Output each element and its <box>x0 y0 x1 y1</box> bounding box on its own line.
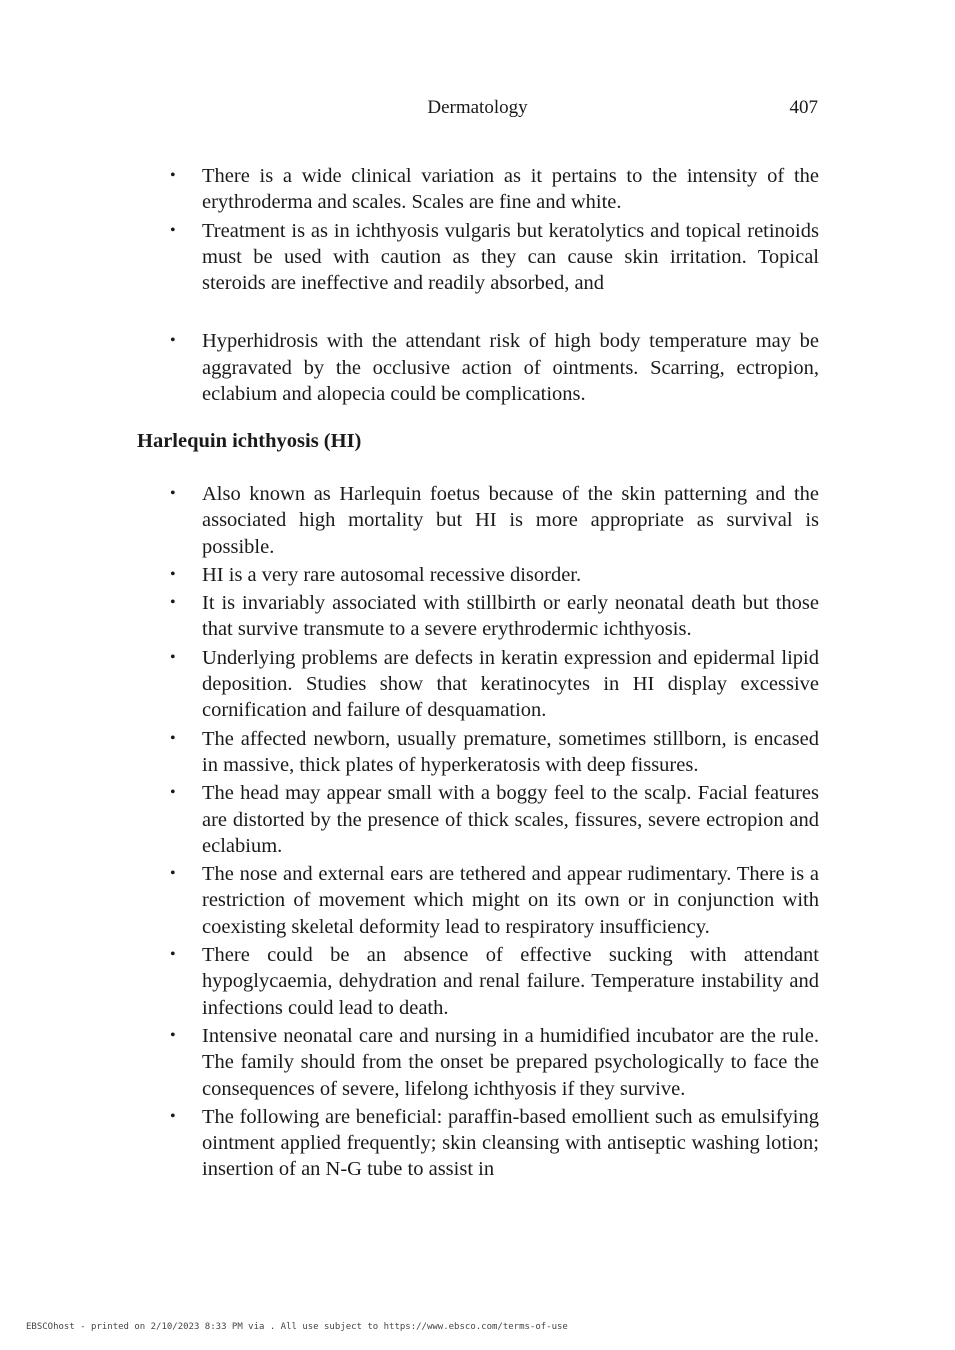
bullet-icon: • <box>170 865 176 883</box>
list-item <box>168 590 819 643</box>
list-item-text: Also known as Harlequin foetus because of the skin patterning and the associated high mortality but HI is more appropriate as survival is possible. <box>202 483 819 558</box>
bullet-icon: • <box>170 784 176 802</box>
bullet-icon: • <box>170 594 176 612</box>
bullet-icon: • <box>170 167 176 184</box>
list-item <box>168 861 819 940</box>
list-item <box>168 163 819 216</box>
bullet-icon: • <box>170 565 176 583</box>
list-item <box>168 942 819 1021</box>
running-header <box>0 97 955 121</box>
bullet-icon: • <box>170 946 176 964</box>
list-item-text: It is invariably associated with stillbirth or early neonatal death but those that survive transmute to a severe erythrodermic ichthyosis. <box>202 592 819 641</box>
list-item-text: The following are beneficial: paraffin-based emollient such as emulsifying ointment applied frequently; skin cleansing with antiseptic washing lotion; insertion of an N-G tube to assist in <box>202 1105 819 1181</box>
list-item <box>168 780 819 859</box>
list-item <box>168 1104 819 1183</box>
harlequin-bullet-list <box>168 481 819 1185</box>
section-heading: Harlequin ichthyosis (HI) <box>137 430 362 452</box>
list-item <box>168 481 819 560</box>
bullet-icon: • <box>170 485 176 502</box>
list-item-text: The head may appear small with a boggy feel to the scalp. Facial features are distorted by the presence of thick scales, fissures, severe ectropion and eclabium. <box>202 782 819 857</box>
bullet-icon: • <box>170 648 176 666</box>
top-bullet-list <box>168 163 819 409</box>
list-item-text: HI is a very rare autosomal recessive disorder. <box>202 563 582 586</box>
page-number: 407 <box>789 97 818 118</box>
list-item-text: There is a wide clinical variation as it pertains to the intensity of the erythroderma and scales. Scales are fine and white. <box>202 165 819 214</box>
list-item-text: There could be an absence of effective sucking with attendant hypoglycaemia, dehydration and renal failure. Temperature instability and infections could lead to death. <box>202 944 819 1019</box>
bullet-icon: • <box>170 1026 176 1044</box>
list-item <box>168 1023 819 1102</box>
bullet-icon: • <box>170 729 176 747</box>
list-item-text: Intensive neonatal care and nursing in a humidified incubator are the rule. The family should from the onset be prepared psychologically to face the consequences of severe, lifelong ichthyosis if they survive. <box>202 1024 819 1100</box>
list-item-text: The nose and external ears are tethered and appear rudimentary. There is a restriction of movement which might on its own or in conjunction with coexisting skeletal deformity lead to respiratory insufficiency. <box>202 863 819 938</box>
list-item-text: Hyperhidrosis with the attendant risk of high body temperature may be aggravated by the occlusive action of ointments. Scarring, ectropion, eclabium and alopecia could be complications. <box>202 330 819 406</box>
list-item <box>168 726 819 779</box>
list-item-text: The affected newborn, usually premature, sometimes stillborn, is encased in massive, thick plates of hyperkeratosis with deep fissures. <box>202 727 819 776</box>
list-item-text: Treatment is as in ichthyosis vulgaris but keratolytics and topical retinoids must be used with caution as they can cause skin irritation. Topical steroids are ineffective and readily absorbed, and <box>202 219 819 295</box>
bullet-icon: • <box>170 1107 176 1125</box>
bullet-icon: • <box>170 221 176 239</box>
list-item <box>168 328 819 407</box>
list-item <box>168 562 819 588</box>
running-head-title: Dermatology <box>427 97 528 118</box>
print-footer: EBSCOhost - printed on 2/10/2023 8:33 PM via . All use subject to https://www.ebsco.com/terms-of-use <box>26 1322 568 1332</box>
bullet-icon: • <box>170 332 176 350</box>
list-item <box>168 645 819 724</box>
list-item <box>168 218 819 297</box>
list-item-text: Underlying problems are defects in keratin expression and epidermal lipid deposition. Studies show that keratinocytes in HI display excessive cornification and failure of desquamation. <box>202 646 819 722</box>
list-gap <box>168 298 819 326</box>
